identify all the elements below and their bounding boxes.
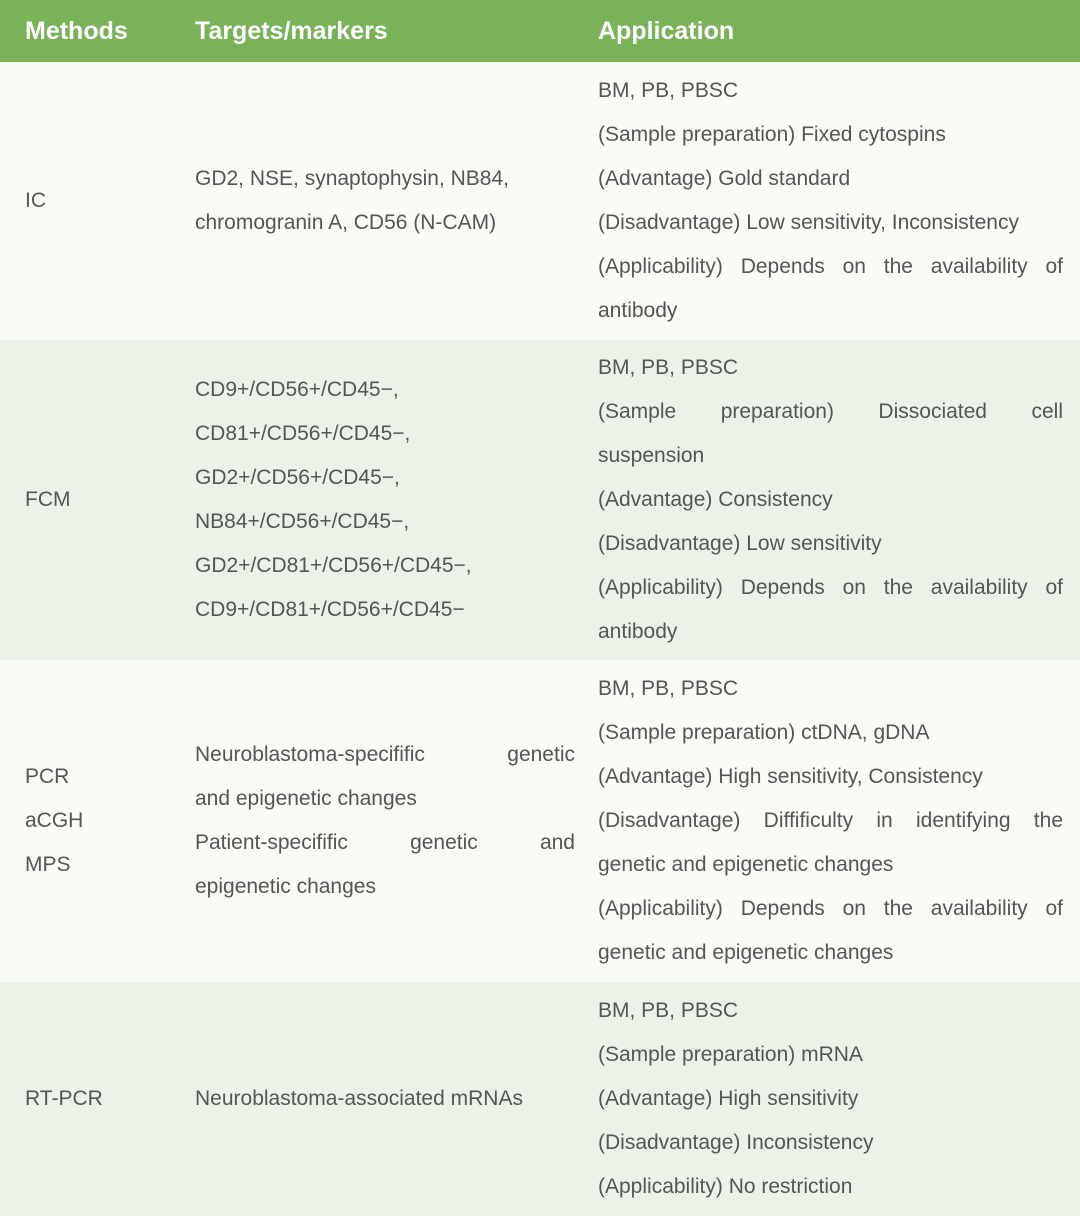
targets-line: chromogranin A, CD56 (N-CAM)	[195, 211, 497, 234]
table-row	[0, 660, 1080, 982]
application-line: (Disadvantage) Low sensitivity, Inconsistency	[598, 211, 1019, 234]
application-line: BM, PB, PBSC	[598, 356, 739, 379]
table-row	[0, 982, 1080, 1216]
header-methods: Methods	[25, 17, 128, 45]
methods-cell	[25, 660, 185, 982]
methods-line: aCGH	[25, 809, 84, 832]
methods-line: MPS	[25, 853, 71, 876]
application-cell	[598, 982, 1063, 1216]
application-line: (Applicability) Depends on the availability of	[598, 897, 1063, 920]
methods-line: IC	[25, 189, 46, 212]
application-line: (Disadvantage) Diffificulty in identifying the	[598, 809, 1063, 832]
targets-line: epigenetic changes	[195, 875, 376, 898]
header-application: Application	[598, 17, 735, 45]
targets-cell	[195, 62, 575, 340]
header-targets: Targets/markers	[195, 17, 388, 45]
application-line: suspension	[598, 444, 705, 467]
targets-cell	[195, 982, 575, 1216]
application-line: (Advantage) High sensitivity, Consistency	[598, 765, 983, 788]
table-body	[0, 62, 1080, 1216]
application-line: (Applicability) No restriction	[598, 1175, 853, 1198]
targets-line: CD81+/CD56+/CD45−,	[195, 422, 411, 445]
targets-line: CD9+/CD56+/CD45−,	[195, 378, 399, 401]
targets-line: GD2, NSE, synaptophysin, NB84,	[195, 167, 509, 190]
application-cell	[598, 340, 1063, 660]
application-line: genetic and epigenetic changes	[598, 941, 894, 964]
application-line: (Sample preparation) Fixed cytospins	[598, 123, 946, 146]
table-row	[0, 62, 1080, 340]
targets-line: NB84+/CD56+/CD45−,	[195, 510, 410, 533]
methods-line: RT-PCR	[25, 1087, 103, 1110]
application-line: BM, PB, PBSC	[598, 999, 739, 1022]
application-line: (Advantage) Consistency	[598, 488, 833, 511]
application-cell	[598, 62, 1063, 340]
application-cell	[598, 660, 1063, 982]
targets-cell	[195, 340, 575, 660]
application-line: antibody	[598, 620, 678, 643]
methods-cell	[25, 982, 185, 1216]
application-line: (Sample preparation) Dissociated cell	[598, 400, 1063, 423]
table-row	[0, 340, 1080, 660]
methods-line: FCM	[25, 488, 71, 511]
targets-line: CD9+/CD81+/CD56+/CD45−	[195, 598, 465, 621]
targets-line: GD2+/CD81+/CD56+/CD45−,	[195, 554, 472, 577]
application-line: (Applicability) Depends on the availability of	[598, 255, 1063, 278]
application-line: (Applicability) Depends on the availability of	[598, 576, 1063, 599]
application-line: BM, PB, PBSC	[598, 677, 739, 700]
application-line: genetic and epigenetic changes	[598, 853, 894, 876]
application-line: (Advantage) High sensitivity	[598, 1087, 859, 1110]
targets-line: Patient-specifific genetic and	[195, 831, 575, 854]
methods-cell	[25, 340, 185, 660]
application-line: (Advantage) Gold standard	[598, 167, 851, 190]
application-line: BM, PB, PBSC	[598, 79, 739, 102]
application-line: antibody	[598, 299, 678, 322]
targets-line: Neuroblastoma-specifific genetic	[195, 743, 575, 766]
methods-cell	[25, 62, 185, 340]
targets-line: Neuroblastoma-associated mRNAs	[195, 1087, 523, 1110]
methods-line: PCR	[25, 765, 70, 788]
targets-cell	[195, 660, 575, 982]
application-line: (Sample preparation) mRNA	[598, 1043, 863, 1066]
application-line: (Sample preparation) ctDNA, gDNA	[598, 721, 930, 744]
targets-line: and epigenetic changes	[195, 787, 417, 810]
application-line: (Disadvantage) Low sensitivity	[598, 532, 882, 555]
targets-line: GD2+/CD56+/CD45−,	[195, 466, 400, 489]
application-line: (Disadvantage) Inconsistency	[598, 1131, 874, 1154]
table-header	[0, 0, 1080, 62]
